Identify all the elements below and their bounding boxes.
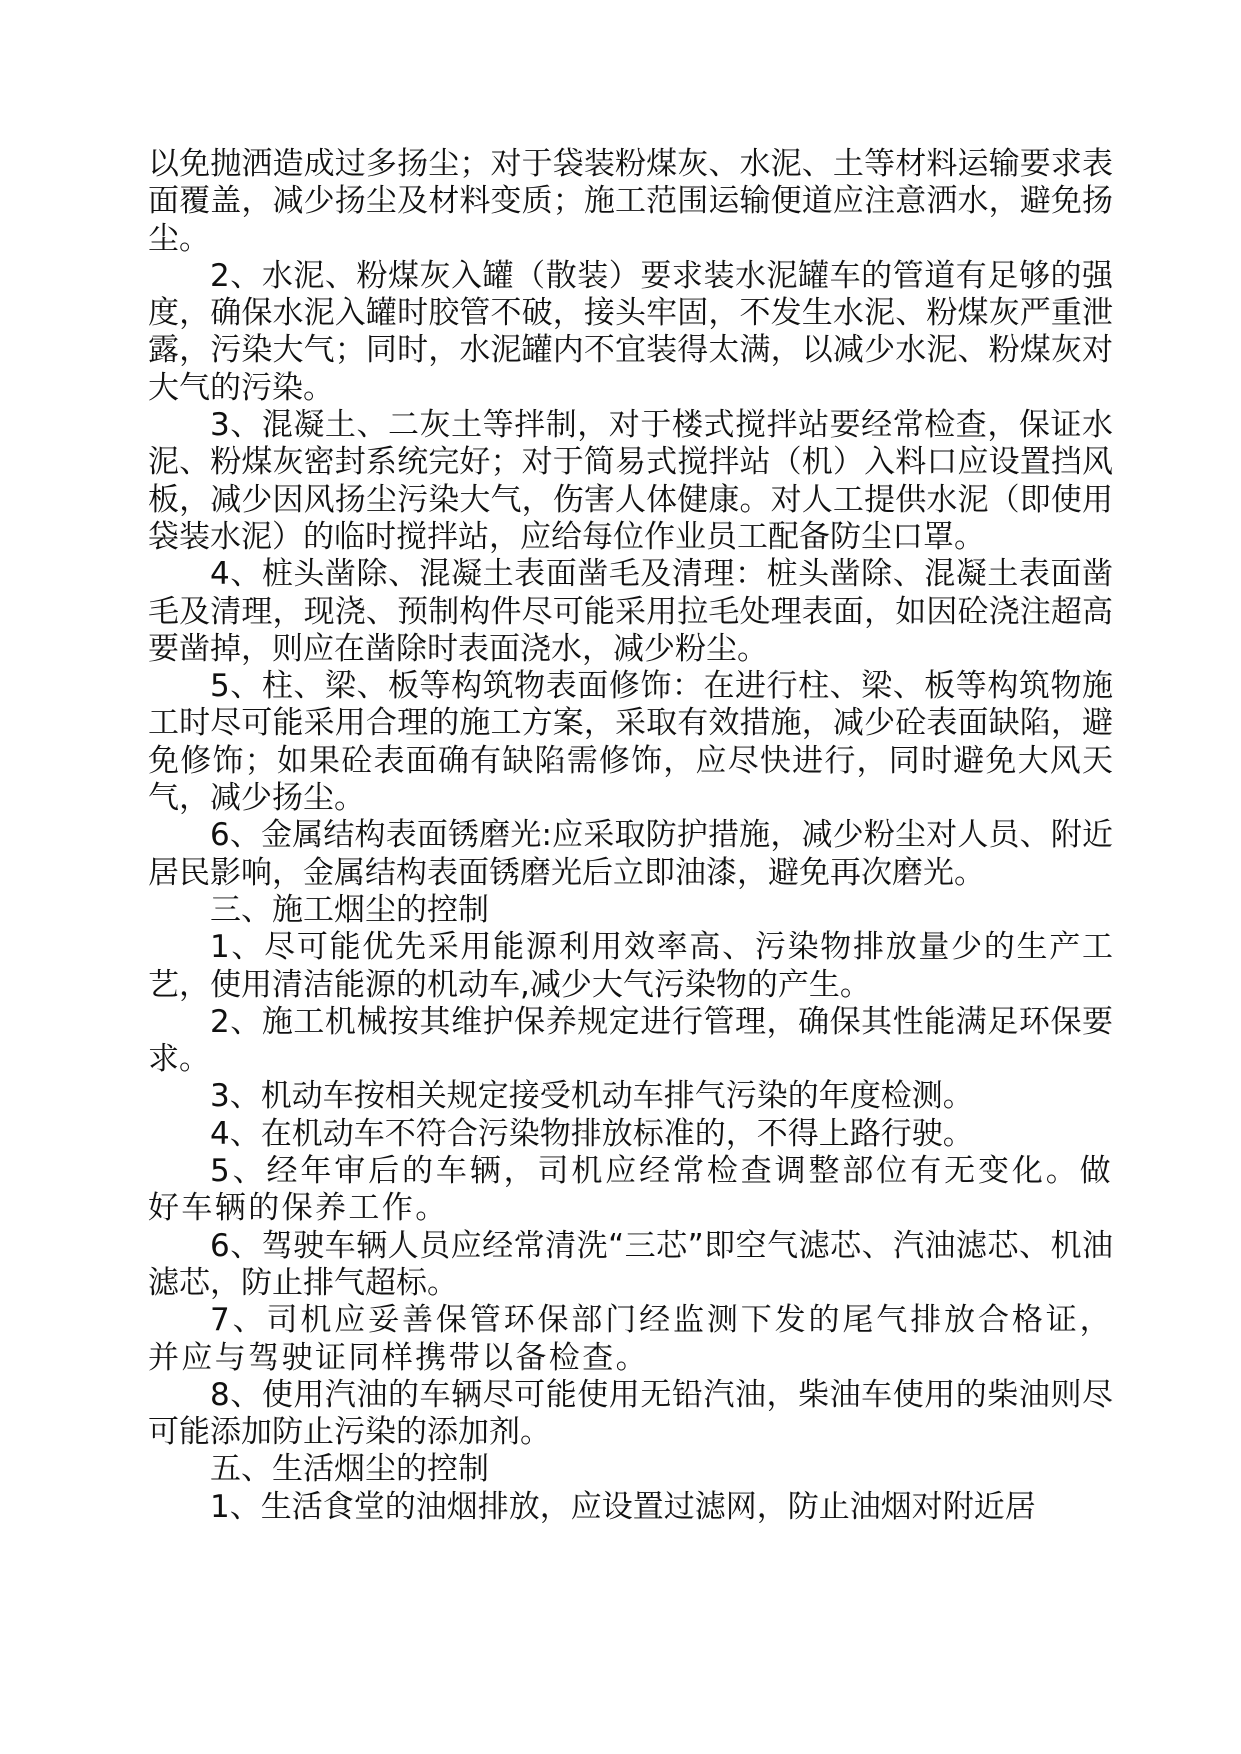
document-body [148,146,1113,1526]
paragraph: 7、司机应妥善保管环保部门经监测下发的尾气排放合格证，并应与驾驶证同样携带以备检查。 [148,1302,1113,1376]
section-heading: 五、生活烟尘的控制 [210,1451,489,1488]
paragraph: 5、柱、梁、板等构筑物表面修饰：在进行柱、梁、板等构筑物施工时尽可能采用合理的施工方案，采取有效措施，减少砼表面缺陷，避免修饰；如果砼表面确有缺陷需修饰，应尽快进行，同时避免大风天气，减少扬尘。 [148,668,1113,817]
paragraph: 1、尽可能优先采用能源利用效率高、污染物排放量少的生产工艺，使用清洁能源的机动车,减少大气污染物的产生。 [148,929,1113,1003]
paragraph: 以免抛洒造成过多扬尘；对于袋装粉煤灰、水泥、土等材料运输要求表面覆盖，减少扬尘及材料变质；施工范围运输便道应注意洒水，避免扬尘。 [148,146,1113,257]
paragraph: 4、桩头凿除、混凝土表面凿毛及清理：桩头凿除、混凝土表面凿毛及清理，现浇、预制构件尽可能采用拉毛处理表面，如因砼浇注超高要凿掉，则应在凿除时表面浇水，减少粉尘。 [148,556,1113,667]
paragraph: 4、在机动车不符合污染物排放标准的，不得上路行驶。 [210,1115,974,1152]
paragraph: 2、水泥、粉煤灰入罐（散装）要求装水泥罐车的管道有足够的强度，确保水泥入罐时胶管不破，接头牢固，不发生水泥、粉煤灰严重泄露，污染大气；同时，水泥罐内不宜装得太满，以减少水泥、粉煤灰对大气的污染。 [148,257,1113,406]
paragraph: 2、施工机械按其维护保养规定进行管理，确保其性能满足环保要求。 [148,1003,1113,1078]
paragraph: 6、金属结构表面锈磨光:应采取防护措施，减少粉尘对人员、附近居民影响，金属结构表面锈磨光后立即油漆，避免再次磨光。 [148,817,1113,891]
paragraph: 6、驾驶车辆人员应经常清洗“三芯”即空气滤芯、汽油滤芯、机油滤芯，防止排气超标。 [148,1227,1113,1301]
paragraph: 1、生活食堂的油烟排放，应设置过滤网，防止油烟对附近居 [210,1488,1036,1525]
paragraph: 3、机动车按相关规定接受机动车排气污染的年度检测。 [210,1078,974,1115]
paragraph: 3、混凝土、二灰土等拌制，对于楼式搅拌站要经常检查，保证水泥、粉煤灰密封系统完好；对于简易式搅拌站（机）入料口应设置挡风板，减少因风扬尘污染大气，伤害人体健康。对人工提供水泥（即使用袋装水泥）的临时搅拌站，应给每位作业员工配备防尘口罩。 [148,407,1113,555]
paragraph: 8、使用汽油的车辆尽可能使用无铅汽油，柴油车使用的柴油则尽可能添加防止污染的添加剂。 [148,1376,1113,1451]
paragraph: 5、经年审后的车辆，司机应经常检查调整部位有无变化。做好车辆的保养工作。 [148,1153,1113,1227]
section-heading: 三、施工烟尘的控制 [210,891,489,928]
